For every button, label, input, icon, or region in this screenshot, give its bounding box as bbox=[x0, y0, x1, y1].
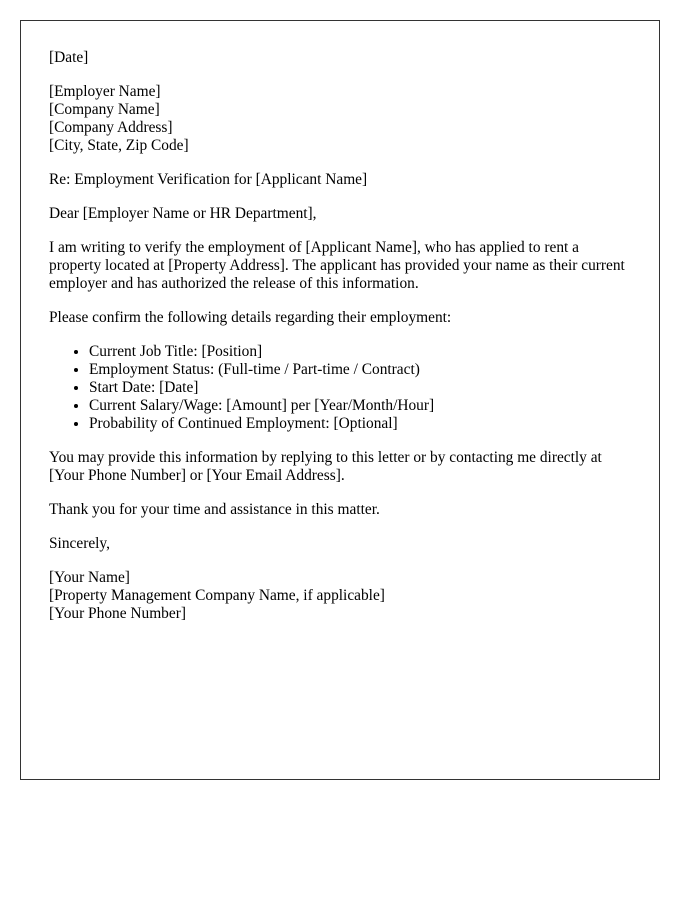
recipient-address-block bbox=[49, 83, 631, 155]
signature-phone: [Your Phone Number] bbox=[49, 605, 186, 622]
letter-subject: Re: Employment Verification for [Applicant Name] bbox=[49, 171, 368, 188]
intro-paragraph: I am writing to verify the employment of [Applicant Name], who has applied to rent a property located at [Property Address]. The applicant has provided your name as their current employer and has authorized the release of this information. bbox=[49, 239, 625, 292]
letter-salutation: Dear [Employer Name or HR Department], bbox=[49, 205, 317, 222]
recipient-company-address: [Company Address] bbox=[49, 119, 173, 136]
letter-page bbox=[20, 20, 660, 780]
recipient-company-name: [Company Name] bbox=[49, 101, 160, 118]
recipient-city-state-zip: [City, State, Zip Code] bbox=[49, 137, 189, 154]
contact-paragraph: You may provide this information by replying to this letter or by contacting me directly at [Your Phone Number] or [Your Email Address]. bbox=[49, 449, 602, 484]
detail-salary: • Current Salary/Wage: [Amount] per [Year/Month/Hour] bbox=[89, 397, 631, 415]
employment-details-list bbox=[49, 343, 631, 433]
detail-continued-employment: • Probability of Continued Employment: [Optional] bbox=[89, 415, 631, 433]
signature-block bbox=[49, 569, 631, 623]
letter-date: [Date] bbox=[49, 49, 89, 66]
detail-start-date: • Start Date: [Date] bbox=[89, 379, 631, 397]
detail-employment-status: • Employment Status: (Full-time / Part-time / Contract) bbox=[89, 361, 631, 379]
request-paragraph: Please confirm the following details regarding their employment: bbox=[49, 309, 452, 326]
signature-name: [Your Name] bbox=[49, 569, 130, 586]
letter-closing: Sincerely, bbox=[49, 535, 110, 552]
detail-job-title: • Current Job Title: [Position] bbox=[89, 343, 631, 361]
thanks-paragraph: Thank you for your time and assistance in this matter. bbox=[49, 501, 380, 518]
signature-company: [Property Management Company Name, if applicable] bbox=[49, 587, 385, 604]
recipient-employer-name: [Employer Name] bbox=[49, 83, 161, 100]
